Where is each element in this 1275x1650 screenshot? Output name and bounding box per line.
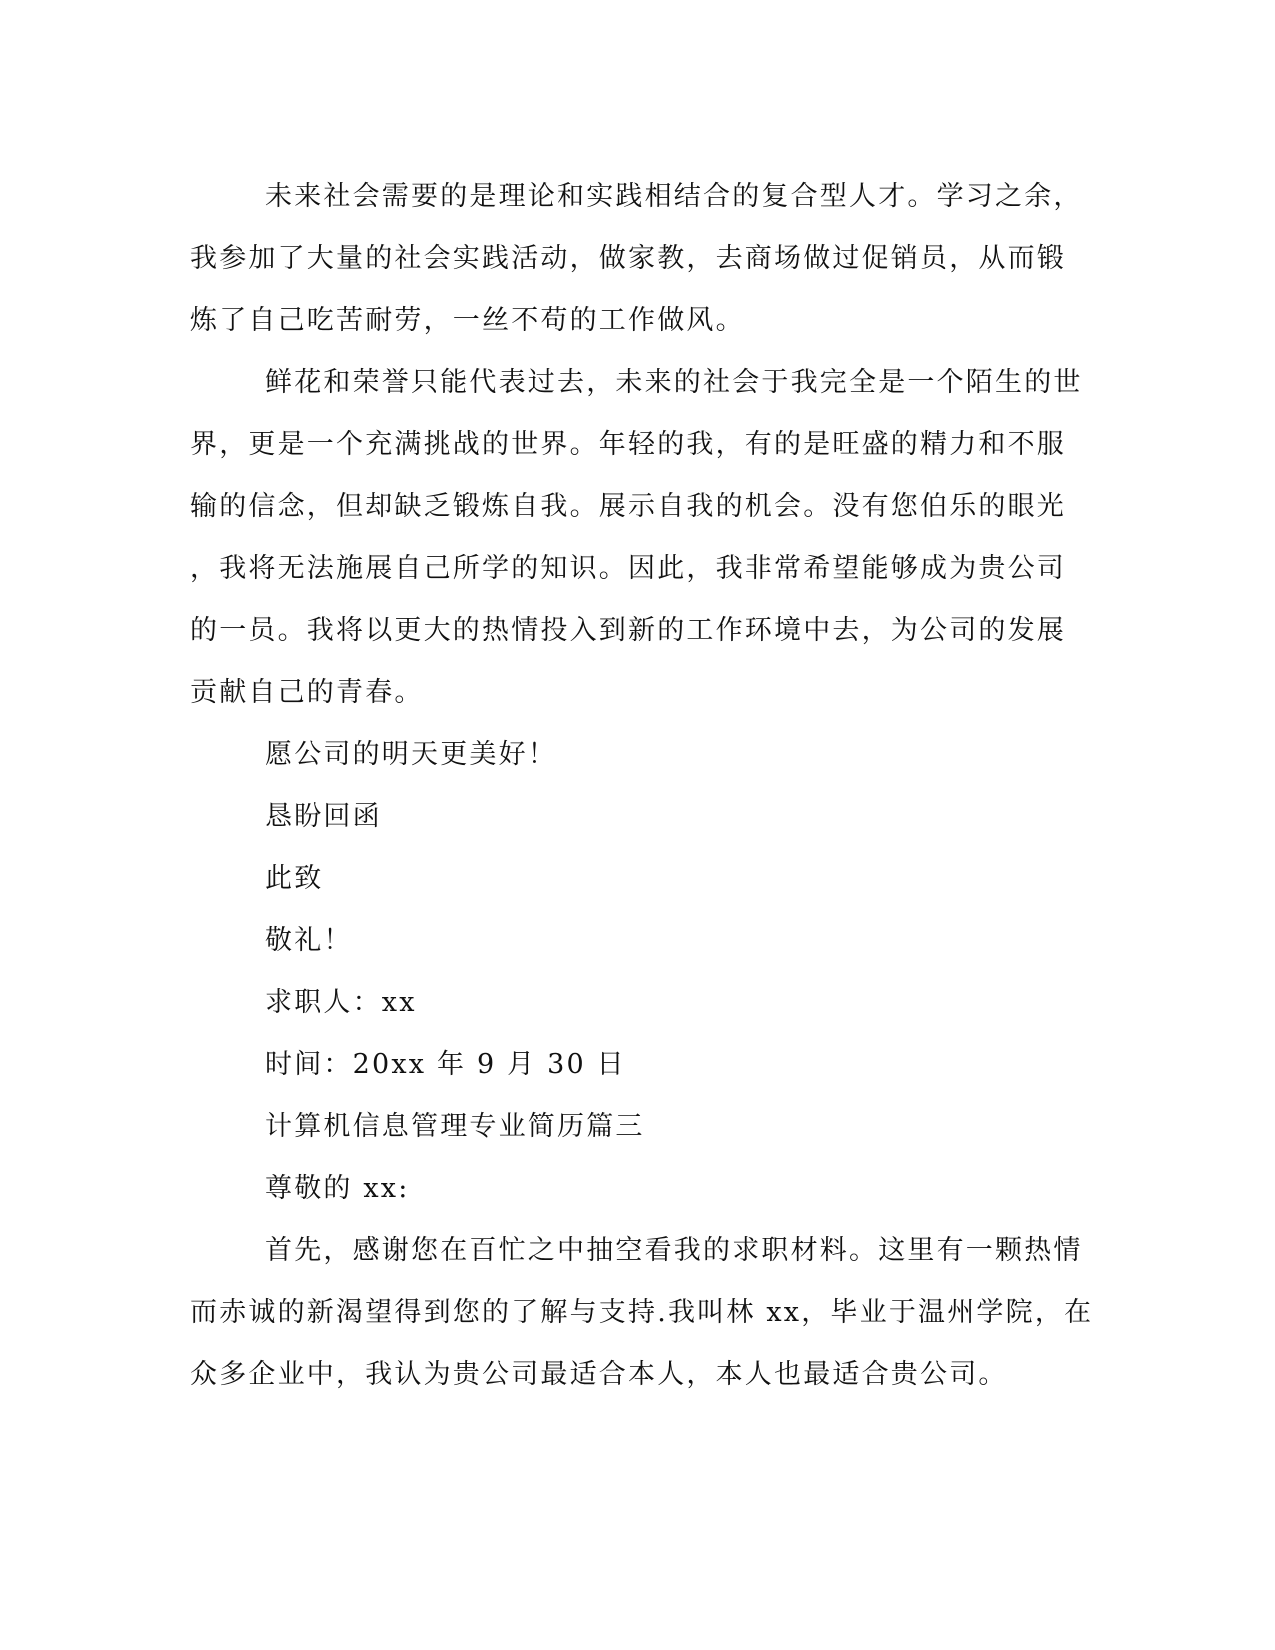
paragraph-line: 界，更是一个充满挑战的世界。年轻的我，有的是旺盛的精力和不服 [190, 429, 1066, 460]
applicant-line: 求职人：xx [265, 987, 417, 1018]
paragraph-line: ，我将无法施展自己所学的知识。因此，我非常希望能够成为贵公司 [190, 553, 1066, 584]
section-title: 计算机信息管理专业简历篇三 [265, 1111, 645, 1142]
wish-line: 愿公司的明天更美好！ [265, 739, 557, 770]
closing-line-2: 敬礼！ [265, 925, 353, 956]
paragraph-practice [190, 166, 1085, 352]
salutation-line: 尊敬的 xx: [265, 1173, 410, 1204]
paragraph-future [190, 352, 1085, 724]
paragraph-intro [190, 1220, 1094, 1406]
paragraph-line: 输的信念，但却缺乏锻炼自我。展示自我的机会。没有您伯乐的眼光 [190, 491, 1066, 522]
paragraph-line: 我参加了大量的社会实践活动，做家教，去商场做过促销员，从而锻 [190, 243, 1066, 274]
paragraph-line: 炼了自己吃苦耐劳，一丝不苟的工作做风。 [190, 305, 745, 336]
paragraph-line: 未来社会需要的是理论和实践相结合的复合型人才。学习之余， [265, 181, 1083, 212]
paragraph-line: 而赤诚的新渴望得到您的了解与支持.我叫林 xx，毕业于温州学院，在 [190, 1297, 1094, 1328]
paragraph-line: 的一员。我将以更大的热情投入到新的工作环境中去，为公司的发展 [190, 615, 1066, 646]
await-reply-line: 恳盼回函 [265, 801, 382, 832]
paragraph-line: 鲜花和荣誉只能代表过去，未来的社会于我完全是一个陌生的世 [265, 367, 1083, 398]
closing-line-1: 此致 [265, 863, 324, 894]
paragraph-line: 首先，感谢您在百忙之中抽空看我的求职材料。这里有一颗热情 [265, 1235, 1083, 1266]
paragraph-line: 贡献自己的青春。 [190, 677, 424, 708]
document-body [190, 166, 1094, 1406]
paragraph-line: 众多企业中，我认为贵公司最适合本人，本人也最适合贵公司。 [190, 1359, 1008, 1390]
date-line: 时间：20xx 年 9 月 30 日 [265, 1049, 626, 1080]
